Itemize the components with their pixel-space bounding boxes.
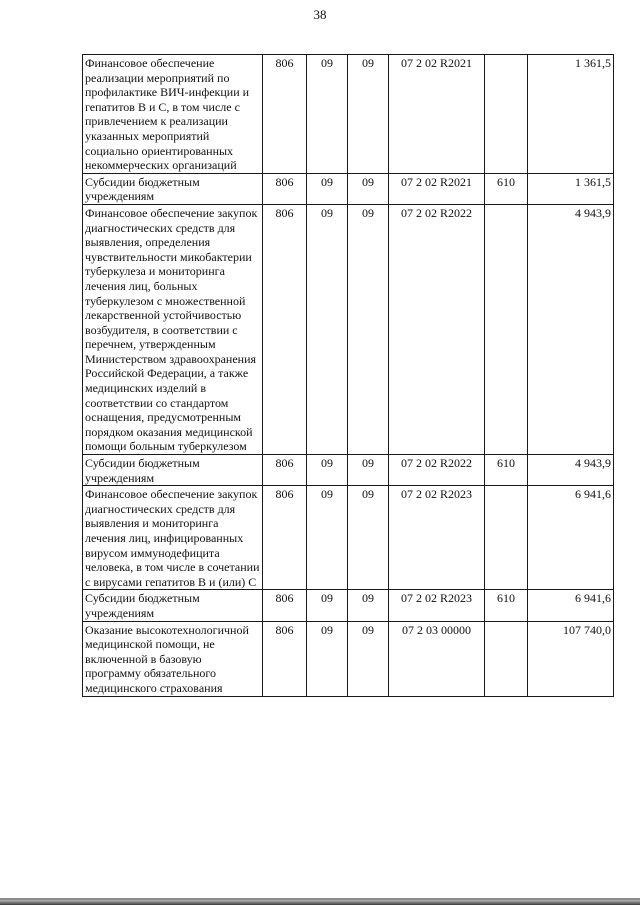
cell-ministry-code: 806 [263, 486, 307, 590]
cell-target-article: 07 2 02 R2023 [389, 590, 485, 621]
cell-name: Оказание высокотехнологичной медицинской помощи, не включенной в базовую программу обязательного медицинского страхования [83, 621, 263, 696]
cell-amount: 1 361,5 [528, 55, 614, 174]
cell-subsection: 09 [348, 486, 389, 590]
cell-amount: 1 361,5 [528, 173, 614, 204]
cell-amount: 107 740,0 [528, 621, 614, 696]
table-row [83, 55, 614, 174]
cell-section: 09 [307, 204, 348, 454]
cell-name: Субсидии бюджетным учреждениям [83, 590, 263, 621]
cell-section: 09 [307, 55, 348, 174]
cell-section: 09 [307, 173, 348, 204]
cell-expense-type [485, 486, 528, 590]
cell-ministry-code: 806 [263, 55, 307, 174]
cell-expense-type [485, 204, 528, 454]
scan-shadow [0, 900, 640, 905]
cell-amount: 6 941,6 [528, 486, 614, 590]
table-row [83, 590, 614, 621]
cell-expense-type: 610 [485, 173, 528, 204]
cell-subsection: 09 [348, 204, 389, 454]
cell-name: Финансовое обеспечение закупок диагностических средств для выявления, определения чувствительности микобактерии туберкулеза и мониторинга лечения лиц, больных туберкулезом с множественной лекарственной устойчивостью возбудителя, в соответствии с перечнем, утвержденным Министерством здравоохранения Российской Федерации, а также медицинских изделий в соответствии со стандартом оснащения, предусмотренным порядком оказания медицинской помощи больным туберкулезом [83, 204, 263, 454]
cell-name: Субсидии бюджетным учреждениям [83, 173, 263, 204]
cell-expense-type [485, 55, 528, 174]
cell-subsection: 09 [348, 621, 389, 696]
cell-section: 09 [307, 621, 348, 696]
cell-target-article: 07 2 02 R2021 [389, 173, 485, 204]
table-row [83, 486, 614, 590]
cell-target-article: 07 2 02 R2021 [389, 55, 485, 174]
page-number: 38 [313, 7, 327, 22]
cell-target-article: 07 2 02 R2023 [389, 486, 485, 590]
cell-target-article: 07 2 02 R2022 [389, 455, 485, 486]
cell-target-article: 07 2 02 R2022 [389, 204, 485, 454]
cell-ministry-code: 806 [263, 590, 307, 621]
cell-name: Финансовое обеспечение реализации мероприятий по профилактике ВИЧ-инфекции и гепатитов В и С, в том числе с привлечением к реализации указанных мероприятий социально ориентированных некоммерческих организаций [83, 55, 263, 174]
cell-subsection: 09 [348, 173, 389, 204]
cell-name: Финансовое обеспечение закупок диагностических средств для выявления и мониторинга лечения лиц, инфицированных вирусом иммунодефицита человека, в том числе в сочетании с вирусами гепатитов В и (или) С [83, 486, 263, 590]
cell-expense-type [485, 621, 528, 696]
cell-ministry-code: 806 [263, 455, 307, 486]
cell-section: 09 [307, 590, 348, 621]
cell-name: Субсидии бюджетным учреждениям [83, 455, 263, 486]
table-row [83, 204, 614, 454]
cell-ministry-code: 806 [263, 621, 307, 696]
cell-subsection: 09 [348, 55, 389, 174]
cell-expense-type: 610 [485, 590, 528, 621]
cell-subsection: 09 [348, 455, 389, 486]
cell-section: 09 [307, 486, 348, 590]
table-row [83, 621, 614, 696]
cell-amount: 4 943,9 [528, 204, 614, 454]
cell-amount: 6 941,6 [528, 590, 614, 621]
cell-expense-type: 610 [485, 455, 528, 486]
cell-target-article: 07 2 03 00000 [389, 621, 485, 696]
budget-table [82, 54, 614, 697]
cell-section: 09 [307, 455, 348, 486]
table-row [83, 455, 614, 486]
cell-ministry-code: 806 [263, 173, 307, 204]
table-row [83, 173, 614, 204]
cell-subsection: 09 [348, 590, 389, 621]
cell-amount: 4 943,9 [528, 455, 614, 486]
cell-ministry-code: 806 [263, 204, 307, 454]
table-body [83, 55, 614, 697]
